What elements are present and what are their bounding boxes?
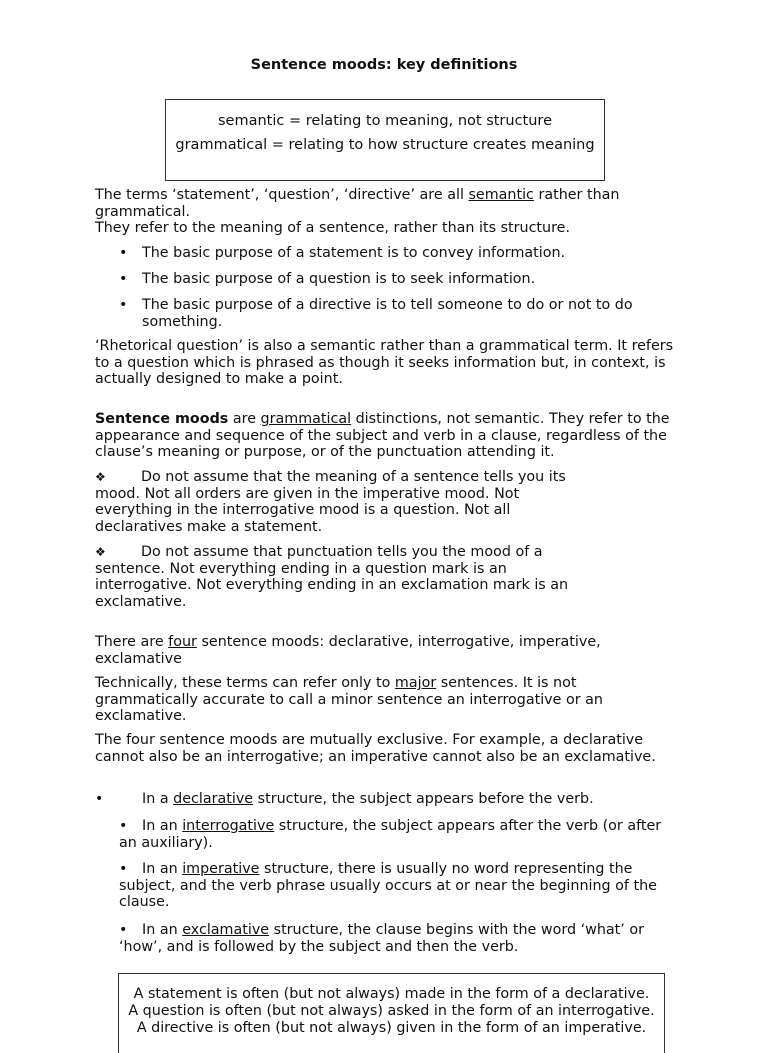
summary-line: A directive is often (but not always) given in the form of an imperative. <box>136 1020 647 1036</box>
summary-box <box>118 973 665 1053</box>
structure-exclamative <box>119 922 649 955</box>
exclamative-term: exclamative <box>182 922 270 938</box>
structure-text: In an <box>142 861 183 877</box>
semantic-term: semantic <box>468 187 534 203</box>
technically-paragraph <box>95 675 615 725</box>
summary-line: A question is often (but not always) asked in the form of an interrogative. <box>128 1003 655 1019</box>
bullet-dot: • <box>119 271 128 287</box>
structure-interrogative <box>119 818 669 851</box>
structure-text: In an <box>142 922 183 938</box>
exclusive-paragraph: The four sentence moods are mutually exclusive. For example, a declarative cannot also be an interrogative; an imperative cannot also be an exclamative. <box>95 732 656 765</box>
bullet-dot: • <box>95 791 104 807</box>
major-term: major <box>394 675 437 691</box>
purpose-item: The basic purpose of a statement is to convey information. <box>142 245 566 261</box>
summary-line: A statement is often (but not always) made in the form of a declarative. <box>133 986 650 1002</box>
intro-line-2: They refer to the meaning of a sentence, rather than its structure. <box>95 220 571 236</box>
grammatical-definition: grammatical = relating to how structure creates meaning <box>175 137 595 153</box>
caution-punctuation <box>95 544 575 610</box>
structure-text-2: structure, the subject appears after the verb (or after an auxiliary). <box>119 818 662 851</box>
structure-text: In an <box>142 818 183 834</box>
four-term: four <box>168 634 197 650</box>
semantic-definition: semantic = relating to meaning, not structure <box>217 113 552 129</box>
intro-text: The terms ‘statement’, ‘question’, ‘directive’ are all <box>95 187 469 203</box>
technically-text-2: sentences. It is not grammatically accurate to call a minor sentence an interrogative or an exclamative. <box>95 675 603 724</box>
purpose-item: The basic purpose of a question is to seek information. <box>142 271 536 287</box>
moods-text-2: distinctions, not semantic. They refer to the appearance and sequence of the subject and verb in a clause, regardless of the clause’s meaning or purpose, or of the punctuation attending it. <box>95 411 670 460</box>
diamond-bullet-icon: ❖ <box>95 545 106 559</box>
page-title: Sentence moods: key definitions <box>250 57 518 73</box>
technically-text: Technically, these terms can refer only to <box>95 675 395 691</box>
structure-text: In a <box>142 791 174 807</box>
bullet-dot: • <box>119 922 128 938</box>
grammatical-term: grammatical <box>260 411 352 427</box>
moods-paragraph <box>95 411 680 461</box>
bullet-dot: • <box>119 818 128 834</box>
imperative-term: imperative <box>182 861 260 877</box>
declarative-term: declarative <box>173 791 254 807</box>
structure-text-2: structure, the clause begins with the word ‘what’ or ‘how’, and is followed by the subject and then the verb. <box>119 922 644 955</box>
intro-text-2: rather than <box>533 187 620 203</box>
interrogative-term: interrogative <box>182 818 275 834</box>
definitions-box <box>165 99 605 181</box>
four-moods-text: There are <box>95 634 169 650</box>
intro-text-3: grammatical. <box>95 203 191 220</box>
intro-paragraph <box>95 187 680 237</box>
rhetorical-paragraph: ‘Rhetorical question’ is also a semantic rather than a grammatical term. It refers to a question which is phrased as though it seeks information but, in context, is actually designed to make a point. <box>95 338 674 387</box>
caution-text: Do not assume that punctuation tells you the mood of a sentence. Not everything ending in a question mark is an interrogative. Not everything ending in an exclamation mark is an exclamative. <box>95 544 569 610</box>
bullet-dot: • <box>119 861 128 877</box>
bullet-dot: • <box>119 245 128 261</box>
moods-text: are <box>228 411 261 427</box>
four-moods-text-2: sentence moods: declarative, interrogative, imperative, exclamative <box>95 634 601 667</box>
bullet-dot: • <box>119 297 128 313</box>
purpose-item: The basic purpose of a directive is to tell someone to do or not to do something. <box>142 297 633 330</box>
structure-text-2: structure, the subject appears before the verb. <box>253 791 594 807</box>
diamond-bullet-icon: ❖ <box>95 470 106 484</box>
four-moods-paragraph <box>95 634 615 667</box>
caution-text: Do not assume that the meaning of a sentence tells you its mood. Not all orders are given in the imperative mood. Not everything in the interrogative mood is a question. Not all declaratives make a statement. <box>95 469 566 535</box>
moods-heading: Sentence moods <box>95 411 229 427</box>
caution-meaning <box>95 469 575 535</box>
structure-imperative <box>119 861 659 911</box>
structure-text-2: structure, there is usually no word representing the subject, and the verb phrase usually occurs at or near the beginning of the clause. <box>119 861 657 910</box>
structure-declarative <box>142 791 594 807</box>
